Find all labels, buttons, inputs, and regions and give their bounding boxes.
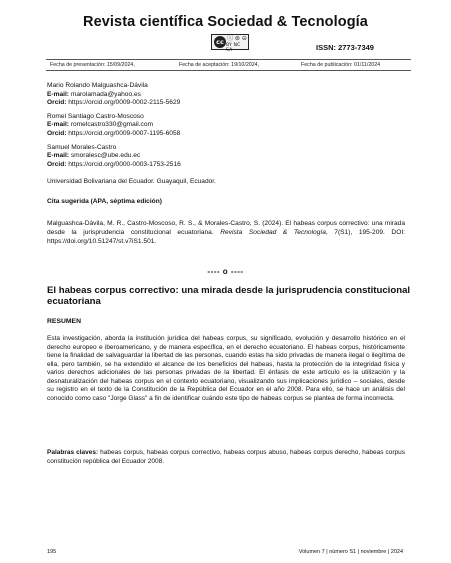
date-presented: Fecha de presentación: 15/09/2024,: [50, 62, 135, 68]
date-published: Fecha de publicación: 01/11/2024: [301, 62, 381, 68]
affiliation: Universidad Bolivariana del Ecuador. Guayaquil, Ecuador.: [47, 178, 216, 185]
author-orcid[interactable]: https://orcid.org/0009-0007-1195-6058: [68, 129, 181, 137]
citation-part-1: Malguashca-Dávila, M. R., Castro-Moscoso, R. S., & Morales-Castro, S. (2024). El habeas corpus correctivo: una mirada desde la jurisprudencia constitucional ecuatoriana.: [47, 220, 405, 236]
author-orcid[interactable]: https://orcid.org/0009-0002-2115-5629: [68, 99, 181, 107]
page-number: 195: [47, 549, 57, 555]
article-title: El habeas corpus correctivo: una mirada desde la jurisprudencia constitucional ecuatoriana: [47, 285, 411, 307]
email-label: E-mail:: [47, 90, 69, 98]
citation-journal: Revista Sociedad & Tecnología: [220, 228, 326, 236]
cc-license-badge: [211, 34, 249, 53]
citation-part-2: , 7(S1), 195-209. DOI: https://doi.org/10.51247/st.v7iS1.501.: [47, 228, 405, 245]
author-list: [47, 82, 181, 169]
creative-commons-icon: cc: [214, 36, 226, 48]
license-label: BY NC SA: [226, 43, 241, 53]
author-name: Mario Rolando Malguashca-Dávila: [47, 82, 148, 89]
volume-info: Volumen 7 | número S1 | noviembre | 2024: [298, 549, 403, 555]
email-label: E-mail:: [47, 121, 69, 129]
author-1: [47, 82, 181, 108]
author-email[interactable]: marolamada@yahoo.es: [70, 90, 141, 98]
issn: ISSN: 2773-7349: [316, 43, 374, 52]
citation-heading: Cita sugerida (APA, séptima edición): [47, 198, 162, 205]
license-conditions-icons: ⓘ ⊜ ⊝: [227, 35, 247, 42]
section-separator: ---- o ----: [207, 267, 244, 276]
author-orcid[interactable]: https://orcid.org/0000-0003-1753-2516: [68, 160, 181, 168]
dates-bar: [46, 59, 411, 71]
author-email[interactable]: smoralesc@ube.edu.ec: [70, 152, 141, 160]
author-3: [47, 144, 181, 170]
email-label: E-mail:: [47, 152, 69, 160]
keywords-label: Palabras claves:: [47, 449, 99, 456]
author-name: Romel Santiago Castro-Moscoso: [47, 112, 144, 120]
date-accepted: Fecha de aceptación: 19/10/2024,: [179, 62, 260, 68]
abstract-text: Esta investigación, aborda la institución jurídica del habeas corpus, su significado, evolución y desarrollo histórico en el derecho europeo e iberoamericano, y de manera específica, en el derecho ecuatoriano. El habeas corpus, históricamente tiene la finalidad de salvaguardar la libertad de las personas, cuando estas ha sido privadas de manera ilegal o ilegítima de ella, pero también, se ha extendido el alcance de los beneficios del habeas, hasta la protección de la integridad física y varios derechos adicionales de las personas privadas de la libertad. El énfasis de este artículo es la utilización y la desnaturalización del habeas corpus en el contexto ecuatoriano, visualizando sus implicaciones jurídico – sociales, desde su registro en el texto de la Constitución de la República del Ecuador en el año 2008. Para ello, se hace un análisis del conocido como caso "Jorge Glass" a fin de identificar cuándo este tipo de habeas corpus se plantea de forma incorrecta.: [47, 335, 405, 402]
orcid-label: Orcid:: [47, 99, 67, 107]
orcid-label: Orcid:: [47, 129, 67, 137]
keywords: [47, 449, 405, 466]
journal-title: Revista científica Sociedad & Tecnología: [83, 14, 368, 30]
abstract-heading: RESUMEN: [47, 318, 81, 325]
citation-text: [47, 220, 405, 247]
keywords-list: habeas corpus, habeas corpus correctivo, habeas corpus abuso, habeas corpus derecho, habeas corpus constitución república del Ecuador 2008.: [47, 449, 405, 465]
author-2: [47, 113, 181, 139]
author-name: Samuel Morales-Castro: [47, 143, 117, 151]
author-email[interactable]: romelcastro330@gmail.com: [70, 121, 154, 129]
orcid-label: Orcid:: [47, 160, 67, 168]
